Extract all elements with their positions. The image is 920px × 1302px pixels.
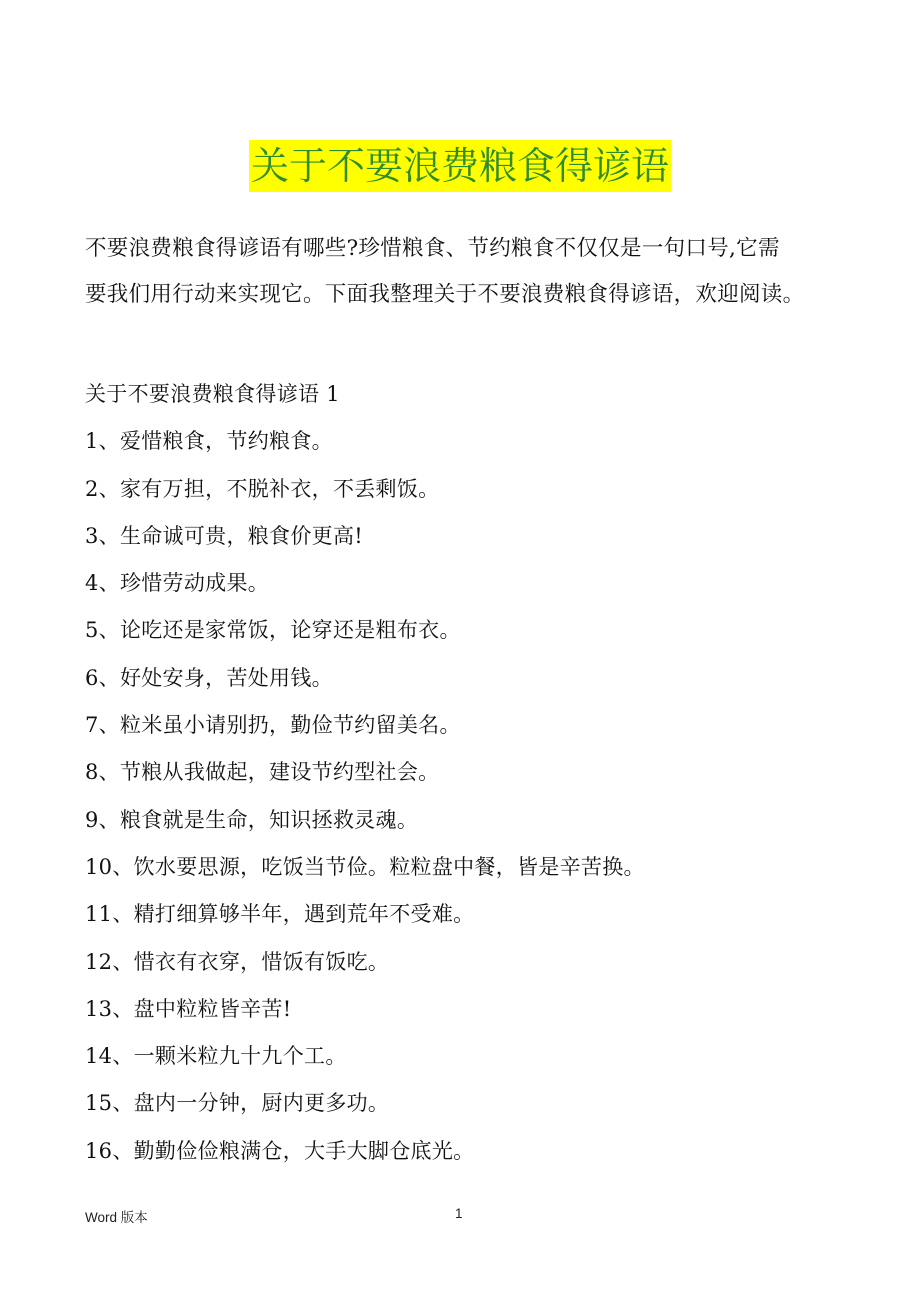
- list-item: 7、粒米虽小请别扔，勤俭节约留美名。: [85, 713, 461, 738]
- list-item: 1、爱惜粮食，节约粮食。: [85, 429, 333, 454]
- list-item: 9、粮食就是生命，知识拯救灵魂。: [85, 807, 419, 832]
- footer-label: Word 版本: [85, 1210, 148, 1225]
- list-item: 13、盘中粒粒皆辛苦!: [85, 996, 292, 1021]
- document-title: 关于不要浪费粮食得谚语: [249, 140, 671, 192]
- list-item: 4、珍惜劳动成果。: [85, 571, 270, 596]
- list-item: 15、盘内一分钟，厨内更多功。: [85, 1091, 390, 1116]
- list-item: 16、勤勤俭俭粮满仓，大手大脚仓底光。: [85, 1138, 475, 1163]
- intro-line: 不要浪费粮食得谚语有哪些?珍惜粮食、节约粮食不仅仅是一句口号,它需: [85, 236, 780, 261]
- list-item: 3、生命诚可贵，粮食价更高!: [85, 523, 363, 548]
- list-item: 11、精打细算够半年，遇到荒年不受难。: [85, 902, 475, 927]
- intro-line: 要我们用行动来实现它。下面我整理关于不要浪费粮食得谚语，欢迎阅读。: [85, 282, 805, 307]
- list-item: 8、节粮从我做起，建设节约型社会。: [85, 760, 440, 785]
- list-item: 14、一颗米粒九十九个工。: [85, 1044, 347, 1069]
- section-heading: 关于不要浪费粮食得谚语 1: [85, 382, 340, 406]
- list-item: 12、惜衣有衣穿，惜饭有饭吃。: [85, 949, 390, 974]
- title-container: [0, 140, 920, 192]
- page-number: 1: [455, 1206, 463, 1221]
- proverb-list: [85, 372, 845, 1176]
- intro-paragraph: [85, 226, 845, 318]
- list-item: 5、论吃还是家常饭，论穿还是粗布衣。: [85, 618, 461, 643]
- list-item: 2、家有万担，不脱补衣，不丢剩饭。: [85, 476, 440, 501]
- list-item: 6、好处安身，苦处用钱。: [85, 665, 333, 690]
- list-item: 10、饮水要思源，吃饭当节俭。粒粒盘中餐，皆是辛苦换。: [85, 854, 645, 879]
